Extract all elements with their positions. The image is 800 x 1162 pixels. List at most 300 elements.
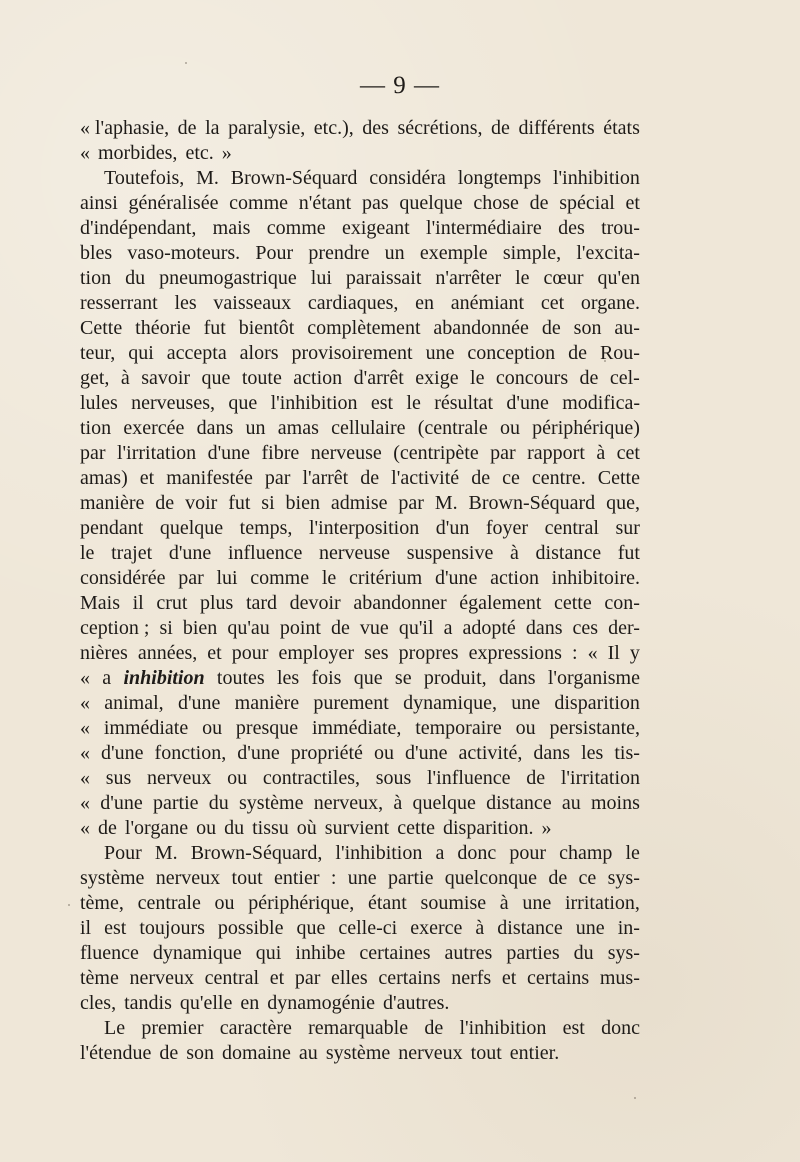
- text-word: nerveux: [146, 767, 212, 789]
- text-word: caractère: [219, 1017, 292, 1039]
- text-line: [80, 966, 640, 991]
- text-word: mus-: [599, 967, 640, 989]
- text-word: animal,: [104, 692, 164, 714]
- text-word: d'autres.: [383, 992, 450, 1014]
- text-word: tissu: [252, 817, 289, 839]
- text-word: ou: [202, 717, 223, 739]
- text-line: [80, 691, 640, 716]
- text-word: fluence: [80, 942, 139, 964]
- paper-speck: [634, 1097, 636, 1099]
- text-line: [80, 441, 640, 466]
- text-word: ou: [214, 892, 235, 914]
- text-word: de: [548, 867, 568, 889]
- text-word: partie: [387, 867, 434, 889]
- text-word: activité,: [458, 742, 523, 764]
- text-word: complètement: [307, 317, 421, 339]
- text-word: fut: [228, 492, 251, 514]
- text-word: l'irritation: [560, 767, 640, 789]
- text-word: distance: [497, 917, 563, 939]
- text-word: un: [384, 242, 405, 264]
- text-line: [80, 916, 640, 941]
- text-word: l'organisme: [547, 667, 640, 689]
- text-line: [80, 666, 640, 691]
- text-word: dans: [196, 417, 234, 439]
- text-word: distance: [486, 792, 552, 814]
- text-word: inhibe: [295, 942, 346, 964]
- text-word: ou: [227, 767, 248, 789]
- text-word: cles,: [80, 992, 117, 1014]
- text-word: entier: [273, 867, 320, 889]
- text-word: de: [98, 817, 117, 839]
- text-word: irritation,: [564, 892, 640, 914]
- text-word: n'étant: [298, 192, 352, 214]
- text-word: alors: [239, 342, 279, 364]
- text-word: etc.),: [313, 117, 354, 139]
- text-line: [80, 366, 640, 391]
- text-word: nerveux: [398, 1042, 463, 1064]
- text-word: généralisée: [128, 192, 219, 214]
- text-word: rapport: [527, 442, 585, 464]
- text-line: [80, 791, 640, 816]
- text-word: exige: [415, 367, 459, 389]
- text-word: action: [490, 567, 539, 589]
- text-line: [80, 941, 640, 966]
- text-word: qu'il: [398, 617, 434, 639]
- text-line: [80, 341, 640, 366]
- text-word: d'un: [435, 517, 470, 539]
- text-word: quelconque: [444, 867, 537, 889]
- text-word: par: [490, 442, 516, 464]
- text-word: de: [568, 342, 587, 364]
- text-word: immédiate: [103, 717, 189, 739]
- text-word: cet: [540, 292, 565, 314]
- text-word: fois: [311, 667, 342, 689]
- text-word: Le: [104, 1017, 126, 1039]
- text-word: distance: [535, 542, 602, 564]
- text-word: sys-: [607, 942, 640, 964]
- text-word: Il: [607, 642, 620, 664]
- text-word: un: [245, 417, 266, 439]
- text-word: prendre: [308, 242, 370, 264]
- text-word: tion: [80, 417, 112, 439]
- text-word: con-: [604, 592, 640, 614]
- text-word: tandis: [124, 992, 172, 1014]
- text-word: fut: [203, 317, 226, 339]
- text-word: d'une: [100, 792, 143, 814]
- text-line: [80, 191, 640, 216]
- text-word: persistante,: [549, 717, 640, 739]
- text-word: resserrant: [80, 292, 158, 314]
- text-word: l'inhibition: [335, 842, 423, 864]
- text-word: toutes: [216, 667, 265, 689]
- text-word: différents: [518, 117, 595, 139]
- text-word: purement: [313, 692, 389, 714]
- text-line: [80, 166, 640, 191]
- text-word: pendant: [80, 517, 144, 539]
- text-word: entier.: [509, 1042, 560, 1064]
- text-word: critérium: [348, 567, 423, 589]
- text-word: pour: [509, 842, 547, 864]
- text-word: produit,: [423, 667, 487, 689]
- text-word: remarquable: [308, 1017, 409, 1039]
- text-word: nerveux: [155, 867, 221, 889]
- text-word: anémiant: [450, 292, 525, 314]
- text-word: que: [296, 917, 326, 939]
- text-word: cel-: [609, 367, 640, 389]
- text-line: [80, 641, 640, 666]
- text-word: suspensive: [406, 542, 494, 564]
- text-word: ce: [578, 867, 597, 889]
- text-word: «: [80, 142, 90, 164]
- text-word: morbides,: [98, 142, 178, 164]
- text-word: presque: [235, 717, 299, 739]
- text-word: «: [587, 642, 598, 664]
- text-word: :: [330, 867, 337, 889]
- text-word: de: [541, 317, 561, 339]
- text-word: moins: [591, 792, 640, 814]
- text-word: premier: [141, 1017, 204, 1039]
- text-word: si: [159, 617, 173, 639]
- text-word: conception: [467, 342, 556, 364]
- text-word: tard: [245, 592, 278, 614]
- text-word: qui: [255, 942, 282, 964]
- text-word: certaines: [359, 942, 431, 964]
- text-line: [80, 716, 640, 741]
- text-word: de: [155, 492, 175, 514]
- text-word: simple,: [502, 242, 562, 264]
- text-word: Pour: [104, 842, 142, 864]
- text-word: l'influence: [426, 767, 511, 789]
- text-word: d'indépendant,: [80, 217, 197, 239]
- text-word: une: [575, 917, 605, 939]
- text-word: organe.: [580, 292, 640, 314]
- text-word: lui: [216, 567, 238, 589]
- text-word: états: [603, 117, 640, 139]
- text-word: teur,: [80, 342, 116, 364]
- text-word: fut: [617, 542, 640, 564]
- text-word: l'inhibition: [270, 392, 358, 414]
- text-word: l'irritation: [116, 442, 197, 464]
- text-word: années,: [137, 642, 198, 664]
- text-word: sur: [615, 517, 640, 539]
- text-word: de: [159, 1042, 179, 1064]
- text-word: concours: [495, 367, 569, 389]
- text-word: le: [321, 567, 337, 589]
- text-word: que,: [606, 492, 640, 514]
- text-word: admise: [330, 492, 388, 514]
- text-word: le: [406, 392, 421, 414]
- text-word: dans: [533, 742, 571, 764]
- text-word: donc: [601, 1017, 640, 1039]
- text-word: nerfs: [451, 967, 492, 989]
- text-word: d'une: [237, 742, 280, 764]
- text-word: une: [425, 342, 455, 364]
- text-word: comme: [250, 567, 310, 589]
- body-text: [80, 116, 640, 1066]
- text-word: nerveux,: [313, 792, 384, 814]
- text-word: système: [325, 1042, 391, 1064]
- text-word: n'arrêter: [435, 267, 502, 289]
- text-word: une: [511, 692, 541, 714]
- text-word: celle-ci: [338, 917, 398, 939]
- text-word: tout: [231, 867, 263, 889]
- text-word: «: [80, 692, 90, 714]
- text-line: [80, 266, 640, 291]
- text-line: [80, 316, 640, 341]
- text-line: [80, 841, 640, 866]
- text-line: [80, 291, 640, 316]
- text-word: certains: [527, 967, 590, 989]
- text-word: de: [526, 767, 546, 789]
- text-word: Toutefois,: [104, 167, 185, 189]
- text-word: l'inhibition: [459, 1017, 547, 1039]
- text-word: (centripète: [393, 442, 479, 464]
- text-word: dynamique,: [403, 692, 497, 714]
- text-word: périphérique,: [248, 892, 355, 914]
- text-word: savoir: [141, 367, 191, 389]
- text-line: [80, 491, 640, 516]
- text-line: [80, 566, 640, 591]
- text-word: par: [264, 467, 291, 489]
- text-word: lules: [80, 392, 118, 414]
- text-word: tis-: [614, 742, 640, 764]
- text-word: ou: [373, 742, 394, 764]
- text-word: l'excita-: [576, 242, 640, 264]
- text-word: des: [362, 117, 389, 139]
- text-word: et: [269, 967, 285, 989]
- text-word: nerveuse: [318, 542, 391, 564]
- text-line: [80, 991, 640, 1016]
- text-word: propriété: [290, 742, 363, 764]
- text-word: «: [80, 792, 90, 814]
- text-word: l'intermédiaire: [426, 217, 542, 239]
- text-word: pneumogastrique: [159, 267, 297, 289]
- text-line: [80, 891, 640, 916]
- text-word: tion: [80, 267, 112, 289]
- text-word: spécial: [559, 192, 615, 214]
- text-word: où: [296, 817, 317, 839]
- text-word: se: [394, 667, 412, 689]
- text-line: [80, 516, 640, 541]
- text-word: ception ;: [80, 617, 150, 639]
- text-word: en: [240, 992, 260, 1014]
- text-word: les: [276, 667, 300, 689]
- text-word: de: [491, 117, 510, 139]
- text-word: accepta: [166, 342, 227, 364]
- text-word: elles: [331, 967, 368, 989]
- text-word: etc.: [185, 142, 214, 164]
- text-word: longtemps: [457, 167, 542, 189]
- text-word: le: [470, 367, 485, 389]
- text-word: trajet: [111, 542, 153, 564]
- text-word: sous: [375, 767, 412, 789]
- text-word: au: [561, 792, 581, 814]
- text-word: der-: [608, 617, 640, 639]
- text-word: paraissait: [345, 267, 422, 289]
- text-word: dans: [498, 667, 536, 689]
- text-word: du: [125, 267, 146, 289]
- text-word: de: [471, 467, 491, 489]
- text-line: [80, 741, 640, 766]
- text-word: bles: [80, 242, 113, 264]
- text-word: par: [398, 492, 424, 514]
- text-word: bientôt: [238, 317, 295, 339]
- text-word: Pour: [255, 242, 294, 264]
- text-word: M.: [196, 167, 219, 189]
- text-word: d'arrêt: [353, 367, 404, 389]
- text-word: influence: [227, 542, 303, 564]
- text-word: »: [541, 817, 552, 839]
- text-word: vaisseaux: [213, 292, 292, 314]
- text-word: centrale: [137, 892, 201, 914]
- text-word: et: [207, 642, 222, 664]
- text-word: amas): [80, 467, 128, 489]
- text-word: du: [208, 792, 229, 814]
- text-word: manière: [234, 692, 300, 714]
- text-word: tème: [80, 967, 119, 989]
- text-word: temporaire: [415, 717, 502, 739]
- text-word: manifestée: [166, 467, 253, 489]
- text-word: cette: [397, 817, 435, 839]
- text-word: cellulaire: [331, 417, 406, 439]
- text-line: [80, 141, 640, 166]
- text-line: [80, 766, 640, 791]
- text-word: central: [544, 517, 599, 539]
- text-word: ou: [515, 717, 536, 739]
- text-word: disparition: [554, 692, 640, 714]
- text-word: plus: [200, 592, 234, 614]
- text-word: et: [625, 192, 640, 214]
- text-word: que: [228, 392, 258, 414]
- text-word: sys-: [607, 867, 640, 889]
- text-word: abandonnée: [433, 317, 529, 339]
- text-word: d'une: [177, 692, 221, 714]
- text-word: son: [573, 317, 602, 339]
- text-line: [80, 1016, 640, 1041]
- text-word: l'arrêt: [302, 467, 349, 489]
- text-word: foyer: [485, 517, 529, 539]
- text-word: devoir: [289, 592, 341, 614]
- text-word: du: [573, 942, 594, 964]
- text-word: disparition.: [442, 817, 534, 839]
- text-line: [80, 116, 640, 141]
- text-word: quelque: [159, 517, 224, 539]
- text-word: «: [80, 767, 90, 789]
- text-word: vaso-moteurs.: [127, 242, 241, 264]
- text-word: est: [104, 917, 127, 939]
- text-word: cardiaques,: [307, 292, 399, 314]
- text-word: l'organe: [124, 817, 189, 839]
- text-word: «: [80, 742, 90, 764]
- text-word: (centrale: [417, 417, 488, 439]
- text-word: «: [80, 717, 90, 739]
- text-word: comme: [266, 217, 326, 239]
- text-word: M.: [434, 492, 458, 514]
- text-word: considéra: [369, 167, 446, 189]
- text-word: à: [510, 542, 519, 564]
- text-word: résultat: [434, 392, 494, 414]
- text-word: d'une: [506, 392, 549, 414]
- text-word: exercée: [123, 417, 185, 439]
- text-word: exemple: [419, 242, 488, 264]
- text-word: inhibitoire.: [551, 567, 640, 589]
- text-word: toujours: [139, 917, 205, 939]
- text-word: à: [120, 367, 130, 389]
- text-word: pas: [361, 192, 389, 214]
- text-word: à: [596, 442, 606, 464]
- text-word: exerce: [410, 917, 463, 939]
- text-word: à: [499, 892, 509, 914]
- text-word: que: [201, 367, 231, 389]
- text-word: y: [629, 642, 640, 664]
- text-word: pour: [231, 642, 269, 664]
- text-word: et: [139, 467, 155, 489]
- text-word: bien: [182, 617, 218, 639]
- text-word: modifica-: [562, 392, 640, 414]
- text-word: il: [132, 592, 144, 614]
- text-word: qu'en: [597, 267, 640, 289]
- text-word: de: [579, 367, 599, 389]
- text-word: considérée: [80, 567, 166, 589]
- text-word: l'inhibition: [552, 167, 640, 189]
- text-word: centre.: [531, 467, 586, 489]
- text-word: Cette: [597, 467, 640, 489]
- text-word: nerveuse: [310, 442, 382, 464]
- text-word: par: [294, 967, 321, 989]
- text-word: quelque: [412, 792, 476, 814]
- text-word: employer: [278, 642, 355, 664]
- text-word: donc: [457, 842, 497, 864]
- text-word: dans: [525, 617, 563, 639]
- text-word: d'une: [207, 442, 251, 464]
- text-word: d'une: [101, 742, 144, 764]
- text-word: possible: [217, 917, 284, 939]
- text-word: vue: [359, 617, 389, 639]
- text-word: de: [424, 1017, 444, 1039]
- text-word: au: [298, 1042, 318, 1064]
- text-word: d'une: [168, 542, 212, 564]
- text-word: chose: [473, 192, 519, 214]
- text-word: point: [279, 617, 321, 639]
- text-word: l'activité: [391, 467, 460, 489]
- text-word: champ: [559, 842, 613, 864]
- text-word: paralysie,: [228, 117, 306, 139]
- text-word: central: [204, 967, 260, 989]
- text-word: il: [80, 917, 92, 939]
- text-word: d'une: [434, 567, 478, 589]
- text-word: si: [261, 492, 275, 514]
- text-line: [80, 816, 640, 841]
- text-word: nerveux: [129, 967, 194, 989]
- page-number: — 9 —: [360, 72, 440, 99]
- text-word: l'interposition: [308, 517, 420, 539]
- text-word: M.: [154, 842, 178, 864]
- text-word: voir: [185, 492, 218, 514]
- text-line: [80, 591, 640, 616]
- text-word: une: [347, 867, 377, 889]
- text-word: fibre: [261, 442, 300, 464]
- text-word: manière: [80, 492, 145, 514]
- text-word: nerveuses,: [131, 392, 215, 414]
- text-word: étant: [367, 892, 407, 914]
- text-word: de: [177, 117, 197, 139]
- text-word: par: [80, 442, 106, 464]
- text-word: a: [102, 667, 112, 689]
- text-word: fonction,: [154, 742, 227, 764]
- text-word: Cette: [80, 317, 123, 339]
- text-word: inhibition: [123, 667, 205, 689]
- text-word: Brown-Séquard: [230, 167, 358, 189]
